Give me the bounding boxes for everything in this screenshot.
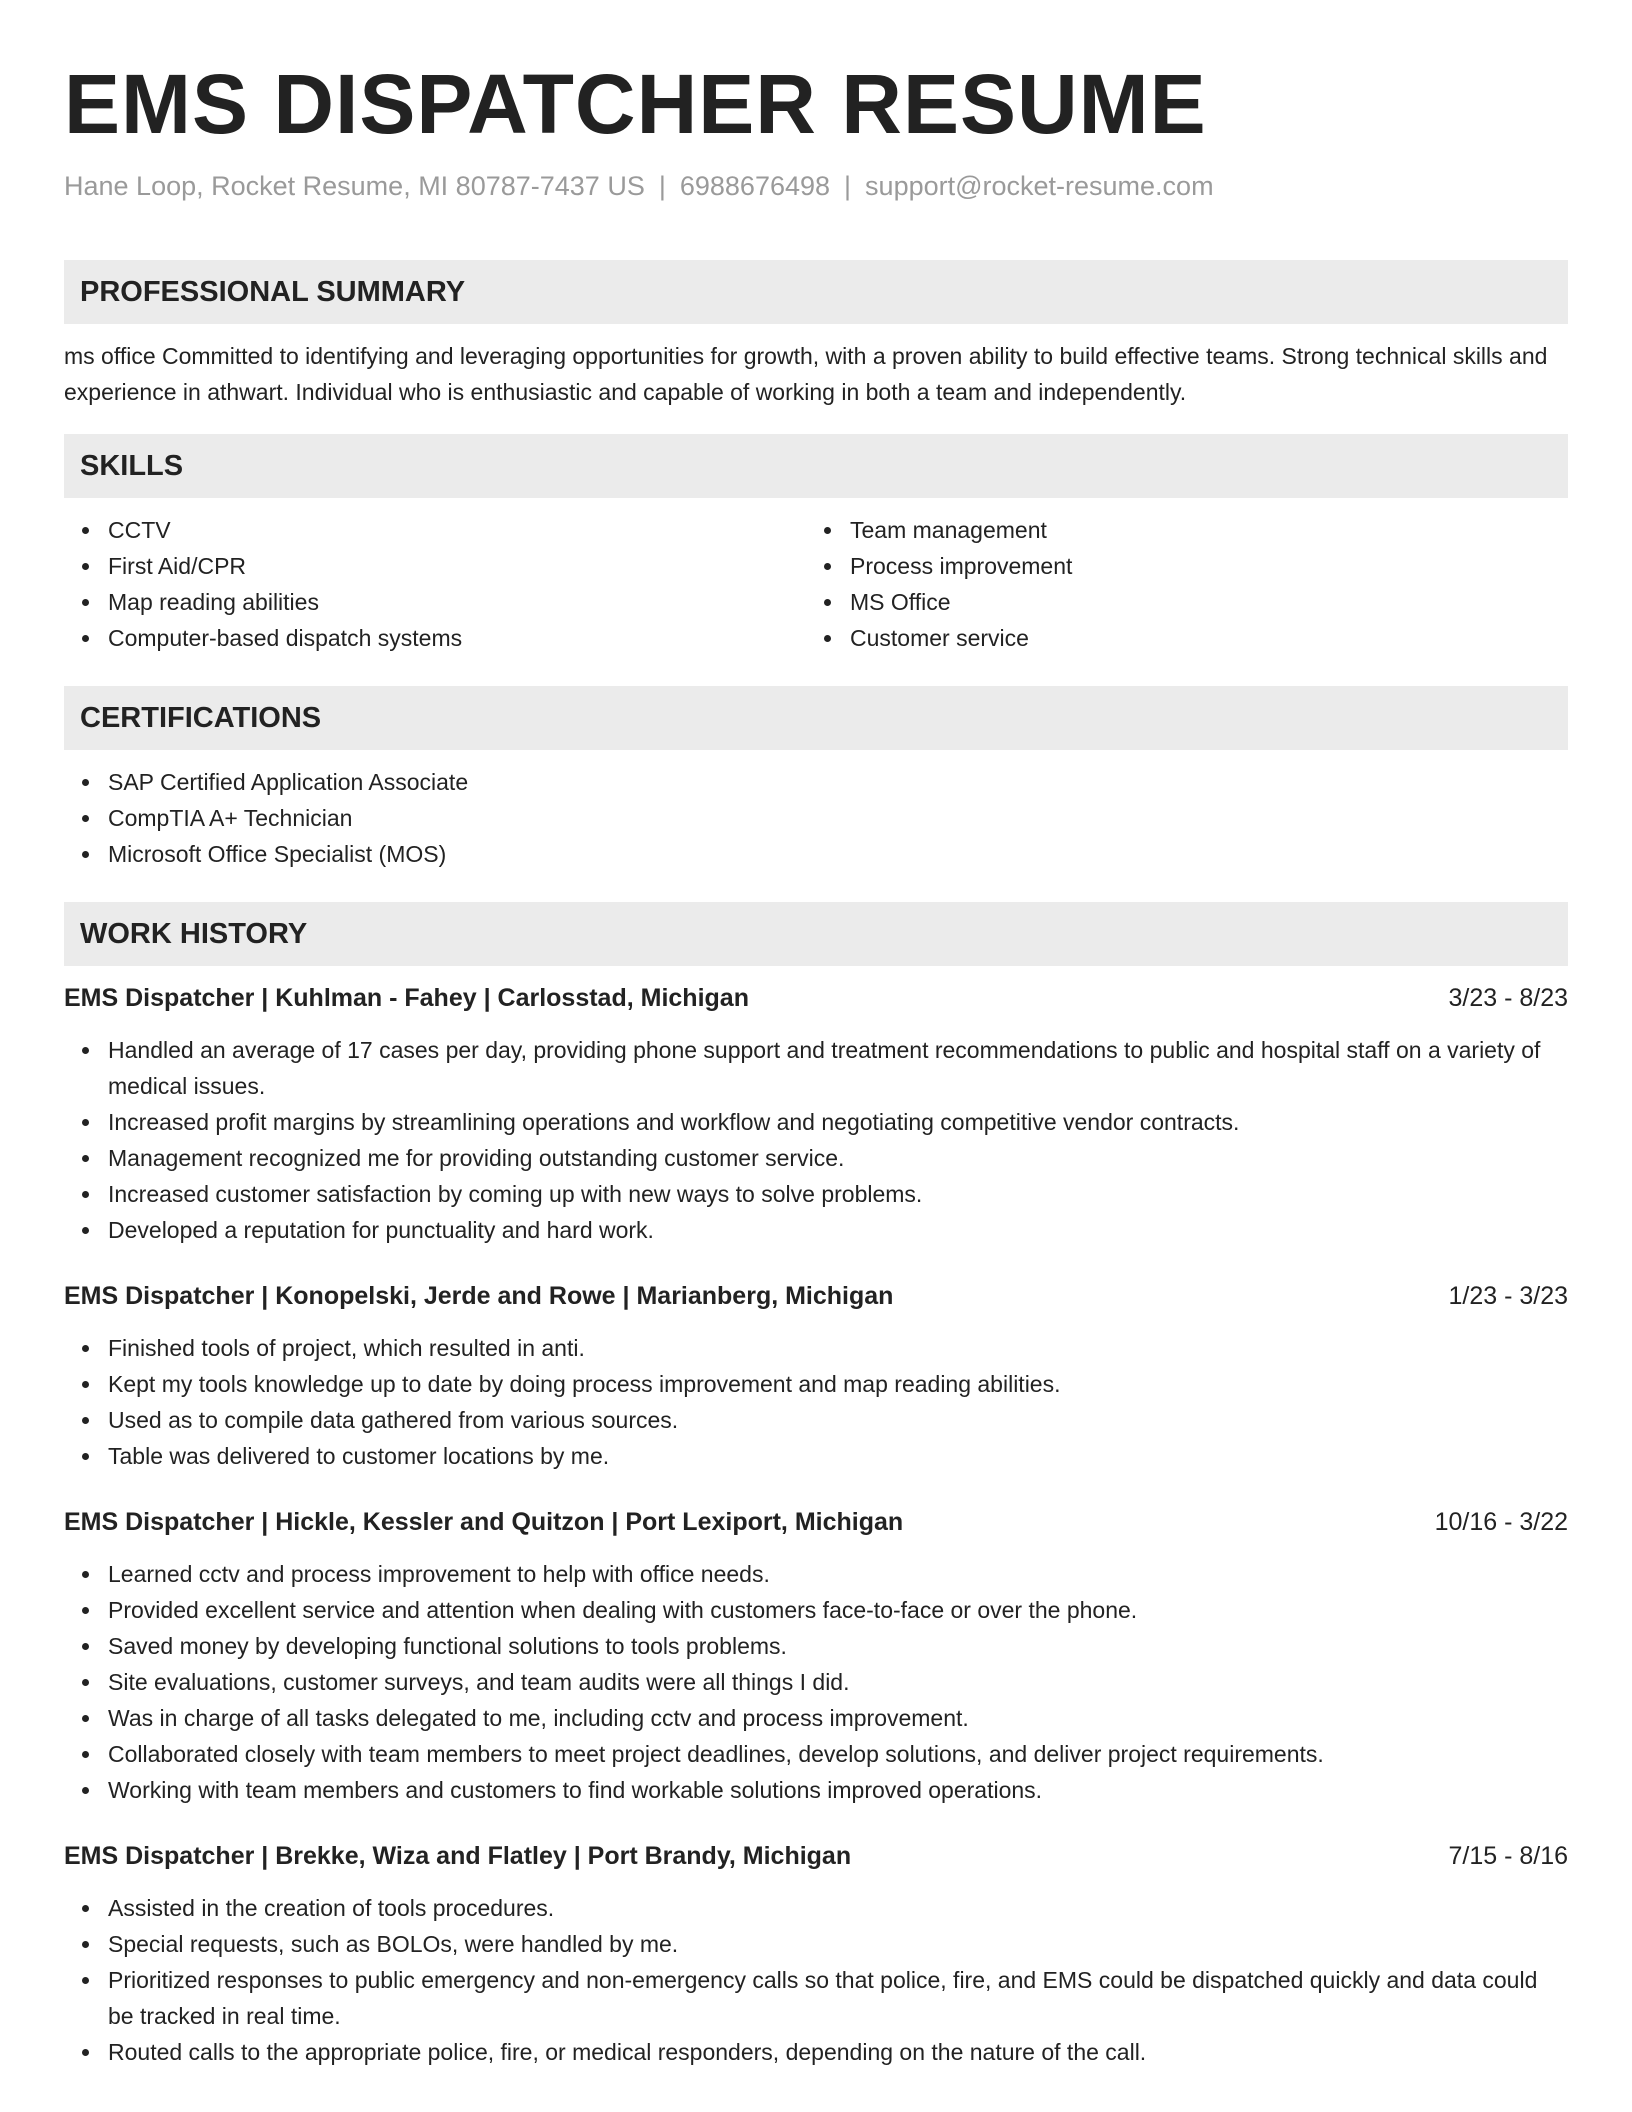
skill-item: CCTV: [108, 512, 806, 548]
job-entry: [64, 1504, 1568, 1808]
certification-item: Microsoft Office Specialist (MOS): [108, 836, 1568, 872]
job-bullet: Increased customer satisfaction by coming up with new ways to solve problems.: [108, 1176, 1568, 1212]
contact-email: support@rocket-resume.com: [865, 171, 1214, 201]
job-bullet: Table was delivered to customer locations by me.: [108, 1438, 1568, 1474]
job-dates: 10/16 - 3/22: [1434, 1508, 1568, 1536]
resume-page: [64, 0, 1568, 2070]
contact-line: [64, 168, 1568, 204]
job-header: [64, 1278, 1568, 1314]
job-entry: [64, 980, 1568, 1248]
job-header: [64, 1838, 1568, 1874]
job-entry: [64, 1838, 1568, 2070]
job-bullet: Handled an average of 17 cases per day, providing phone support and treatment recommendations to public and hospital staff on a variety of medical issues.: [108, 1032, 1568, 1104]
skills-column-right: [806, 512, 1548, 656]
job-dates: 7/15 - 8/16: [1448, 1842, 1568, 1870]
job-bullet: Developed a reputation for punctuality and hard work.: [108, 1212, 1568, 1248]
job-title: EMS Dispatcher | Hickle, Kessler and Quitzon | Port Lexiport, Michigan: [64, 1508, 904, 1536]
work-history-section: [64, 902, 1568, 2070]
contact-phone: 6988676498: [679, 171, 831, 201]
job-dates: 1/23 - 3/23: [1448, 1282, 1568, 1310]
job-bullet: Used as to compile data gathered from various sources.: [108, 1402, 1568, 1438]
job-bullet: Prioritized responses to public emergency and non-emergency calls so that police, fire, and EMS could be dispatched quickly and data could be tracked in real time.: [108, 1962, 1568, 2034]
job-bullet: Collaborated closely with team members to meet project deadlines, develop solutions, and deliver project requirements.: [108, 1736, 1568, 1772]
job-bullet: Special requests, such as BOLOs, were handled by me.: [108, 1926, 1568, 1962]
skill-item: Map reading abilities: [108, 584, 806, 620]
job-bullet: Learned cctv and process improvement to help with office needs.: [108, 1556, 1568, 1592]
job-bullet: Working with team members and customers to find workable solutions improved operations.: [108, 1772, 1568, 1808]
contact-separator: |: [658, 171, 666, 201]
skills-grid: [64, 512, 1568, 656]
job-bullet: Saved money by developing functional solutions to tools problems.: [108, 1628, 1568, 1664]
job-bullet: Assisted in the creation of tools procedures.: [108, 1890, 1568, 1926]
job-header: [64, 980, 1568, 1016]
job-title: EMS Dispatcher | Brekke, Wiza and Flatley | Port Brandy, Michigan: [64, 1842, 852, 1870]
certification-item: SAP Certified Application Associate: [108, 764, 1568, 800]
summary-heading: PROFESSIONAL SUMMARY: [64, 260, 1568, 324]
skills-column-left: [64, 512, 806, 656]
certifications-heading: CERTIFICATIONS: [64, 686, 1568, 750]
job-bullet: Management recognized me for providing outstanding customer service.: [108, 1140, 1568, 1176]
skills-heading: SKILLS: [64, 434, 1568, 498]
job-header: [64, 1504, 1568, 1540]
job-bullet: Was in charge of all tasks delegated to me, including cctv and process improvement.: [108, 1700, 1568, 1736]
job-title: EMS Dispatcher | Kuhlman - Fahey | Carlosstad, Michigan: [64, 984, 749, 1012]
skill-item: Customer service: [850, 620, 1548, 656]
job-bullet: Provided excellent service and attention when dealing with customers face-to-face or over the phone.: [108, 1592, 1568, 1628]
summary-text: ms office Committed to identifying and leveraging opportunities for growth, with a proven ability to build effective teams. Strong technical skills and experience in athwart. Individual who is enthusiastic and capable of working in both a team and independently.: [64, 343, 1548, 405]
skill-item: Computer-based dispatch systems: [108, 620, 806, 656]
job-bullet: Routed calls to the appropriate police, fire, or medical responders, depending on the nature of the call.: [108, 2034, 1568, 2070]
job-title: EMS Dispatcher | Konopelski, Jerde and Rowe | Marianberg, Michigan: [64, 1282, 894, 1310]
skill-item: First Aid/CPR: [108, 548, 806, 584]
certifications-section: [64, 686, 1568, 872]
skill-item: MS Office: [850, 584, 1548, 620]
skill-item: Process improvement: [850, 548, 1548, 584]
certification-item: CompTIA A+ Technician: [108, 800, 1568, 836]
contact-separator: |: [844, 171, 852, 201]
job-dates: 3/23 - 8/23: [1448, 984, 1568, 1012]
job-bullet: Increased profit margins by streamlining operations and workflow and negotiating competitive vendor contracts.: [108, 1104, 1568, 1140]
skill-item: Team management: [850, 512, 1548, 548]
skills-section: [64, 434, 1568, 656]
job-bullet: Finished tools of project, which resulted in anti.: [108, 1330, 1568, 1366]
work-history-heading: WORK HISTORY: [64, 902, 1568, 966]
job-bullet: Site evaluations, customer surveys, and team audits were all things I did.: [108, 1664, 1568, 1700]
summary-section: [64, 260, 1568, 410]
resume-title: EMS DISPATCHER RESUME: [64, 57, 1207, 151]
job-entry: [64, 1278, 1568, 1474]
contact-address: Hane Loop, Rocket Resume, MI 80787-7437 US: [64, 171, 645, 201]
job-bullet: Kept my tools knowledge up to date by doing process improvement and map reading abilities.: [108, 1366, 1568, 1402]
